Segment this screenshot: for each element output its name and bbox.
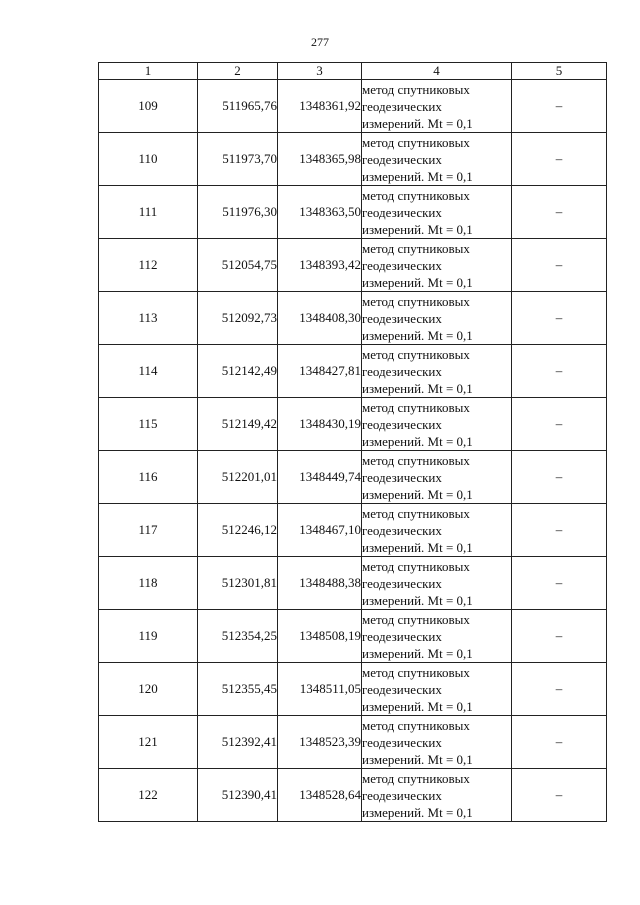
- x-coordinate-cell: 512390,41: [198, 769, 278, 822]
- column-5-cell: –: [512, 239, 607, 292]
- method-text-line: метод спутниковых: [362, 770, 470, 786]
- method-cell: [362, 610, 512, 663]
- y-coordinate-cell: 1348365,98: [278, 133, 362, 186]
- y-coordinate-cell: 1348363,50: [278, 186, 362, 239]
- column-header-1: 1: [99, 63, 198, 80]
- column-5-cell: –: [512, 292, 607, 345]
- point-number-cell: 118: [99, 557, 198, 610]
- method-text-line: измерений. Mt = 0,1: [362, 221, 473, 237]
- method-text-line: измерений. Mt = 0,1: [362, 804, 473, 820]
- method-text-line: геодезических: [362, 628, 442, 644]
- column-5-cell: –: [512, 186, 607, 239]
- x-coordinate-cell: 512355,45: [198, 663, 278, 716]
- method-text-line: метод спутниковых: [362, 717, 470, 733]
- method-cell: [362, 451, 512, 504]
- method-cell: [362, 292, 512, 345]
- table-row: [99, 345, 607, 398]
- method-cell: [362, 557, 512, 610]
- column-5-cell: –: [512, 716, 607, 769]
- point-number-cell: 111: [99, 186, 198, 239]
- column-header-2: 2: [198, 63, 278, 80]
- method-text-line: метод спутниковых: [362, 81, 470, 97]
- point-number-cell: 112: [99, 239, 198, 292]
- method-text-line: измерений. Mt = 0,1: [362, 486, 473, 502]
- method-cell: [362, 186, 512, 239]
- method-text-line: измерений. Mt = 0,1: [362, 433, 473, 449]
- method-text-line: метод спутниковых: [362, 134, 470, 150]
- y-coordinate-cell: 1348488,38: [278, 557, 362, 610]
- method-cell: [362, 80, 512, 133]
- point-number-cell: 109: [99, 80, 198, 133]
- method-text-line: метод спутниковых: [362, 240, 470, 256]
- point-number-cell: 115: [99, 398, 198, 451]
- column-header-3: 3: [278, 63, 362, 80]
- x-coordinate-cell: 512054,75: [198, 239, 278, 292]
- y-coordinate-cell: 1348508,19: [278, 610, 362, 663]
- table-row: [99, 133, 607, 186]
- table-row: [99, 504, 607, 557]
- y-coordinate-cell: 1348467,10: [278, 504, 362, 557]
- method-text-line: метод спутниковых: [362, 293, 470, 309]
- y-coordinate-cell: 1348528,64: [278, 769, 362, 822]
- point-number-cell: 116: [99, 451, 198, 504]
- column-5-cell: –: [512, 398, 607, 451]
- page-number: 277: [311, 35, 329, 49]
- y-coordinate-cell: 1348427,81: [278, 345, 362, 398]
- table-row: [99, 557, 607, 610]
- point-number-cell: 117: [99, 504, 198, 557]
- method-text-line: метод спутниковых: [362, 505, 470, 521]
- column-5-cell: –: [512, 610, 607, 663]
- x-coordinate-cell: 512246,12: [198, 504, 278, 557]
- method-text-line: метод спутниковых: [362, 558, 470, 574]
- method-text-line: измерений. Mt = 0,1: [362, 115, 473, 131]
- method-text-line: геодезических: [362, 787, 442, 803]
- column-5-cell: –: [512, 133, 607, 186]
- y-coordinate-cell: 1348449,74: [278, 451, 362, 504]
- x-coordinate-cell: 512201,01: [198, 451, 278, 504]
- method-text-line: геодезических: [362, 469, 442, 485]
- x-coordinate-cell: 512354,25: [198, 610, 278, 663]
- point-number-cell: 119: [99, 610, 198, 663]
- column-5-cell: –: [512, 663, 607, 716]
- y-coordinate-cell: 1348361,92: [278, 80, 362, 133]
- method-text-line: метод спутниковых: [362, 187, 470, 203]
- method-cell: [362, 345, 512, 398]
- x-coordinate-cell: 511973,70: [198, 133, 278, 186]
- table-row: [99, 292, 607, 345]
- x-coordinate-cell: 512149,42: [198, 398, 278, 451]
- column-5-cell: –: [512, 451, 607, 504]
- y-coordinate-cell: 1348408,30: [278, 292, 362, 345]
- method-cell: [362, 769, 512, 822]
- method-text-line: метод спутниковых: [362, 664, 470, 680]
- column-5-cell: –: [512, 345, 607, 398]
- coordinates-table: [98, 62, 607, 822]
- column-5-cell: –: [512, 769, 607, 822]
- method-cell: [362, 239, 512, 292]
- table-row: [99, 186, 607, 239]
- column-header-5: 5: [512, 63, 607, 80]
- method-text-line: геодезических: [362, 734, 442, 750]
- column-5-cell: –: [512, 557, 607, 610]
- method-text-line: геодезических: [362, 98, 442, 114]
- method-text-line: метод спутниковых: [362, 399, 470, 415]
- table-body: [99, 80, 607, 822]
- method-text-line: измерений. Mt = 0,1: [362, 539, 473, 555]
- method-text-line: метод спутниковых: [362, 452, 470, 468]
- y-coordinate-cell: 1348393,42: [278, 239, 362, 292]
- point-number-cell: 121: [99, 716, 198, 769]
- method-text-line: измерений. Mt = 0,1: [362, 751, 473, 767]
- method-cell: [362, 133, 512, 186]
- table-row: [99, 451, 607, 504]
- method-text-line: измерений. Mt = 0,1: [362, 380, 473, 396]
- x-coordinate-cell: 511965,76: [198, 80, 278, 133]
- x-coordinate-cell: 511976,30: [198, 186, 278, 239]
- method-cell: [362, 663, 512, 716]
- x-coordinate-cell: 512092,73: [198, 292, 278, 345]
- method-cell: [362, 504, 512, 557]
- point-number-cell: 110: [99, 133, 198, 186]
- method-text-line: геодезических: [362, 310, 442, 326]
- table-header-row: [99, 63, 607, 80]
- method-cell: [362, 398, 512, 451]
- point-number-cell: 122: [99, 769, 198, 822]
- method-text-line: геодезических: [362, 575, 442, 591]
- y-coordinate-cell: 1348523,39: [278, 716, 362, 769]
- table-row: [99, 769, 607, 822]
- method-text-line: геодезических: [362, 681, 442, 697]
- method-text-line: метод спутниковых: [362, 346, 470, 362]
- table-row: [99, 610, 607, 663]
- method-text-line: измерений. Mt = 0,1: [362, 698, 473, 714]
- method-text-line: измерений. Mt = 0,1: [362, 168, 473, 184]
- point-number-cell: 120: [99, 663, 198, 716]
- method-text-line: геодезических: [362, 363, 442, 379]
- method-text-line: метод спутниковых: [362, 611, 470, 627]
- column-header-4: 4: [362, 63, 512, 80]
- method-text-line: измерений. Mt = 0,1: [362, 274, 473, 290]
- x-coordinate-cell: 512392,41: [198, 716, 278, 769]
- column-5-cell: –: [512, 80, 607, 133]
- table-row: [99, 80, 607, 133]
- table-row: [99, 716, 607, 769]
- method-text-line: геодезических: [362, 204, 442, 220]
- method-text-line: геодезических: [362, 416, 442, 432]
- method-text-line: измерений. Mt = 0,1: [362, 592, 473, 608]
- method-text-line: измерений. Mt = 0,1: [362, 327, 473, 343]
- method-text-line: геодезических: [362, 151, 442, 167]
- table-row: [99, 663, 607, 716]
- point-number-cell: 113: [99, 292, 198, 345]
- table-row: [99, 239, 607, 292]
- method-text-line: геодезических: [362, 257, 442, 273]
- method-text-line: геодезических: [362, 522, 442, 538]
- column-5-cell: –: [512, 504, 607, 557]
- x-coordinate-cell: 512301,81: [198, 557, 278, 610]
- point-number-cell: 114: [99, 345, 198, 398]
- x-coordinate-cell: 512142,49: [198, 345, 278, 398]
- table-row: [99, 398, 607, 451]
- method-text-line: измерений. Mt = 0,1: [362, 645, 473, 661]
- method-cell: [362, 716, 512, 769]
- y-coordinate-cell: 1348430,19: [278, 398, 362, 451]
- y-coordinate-cell: 1348511,05: [278, 663, 362, 716]
